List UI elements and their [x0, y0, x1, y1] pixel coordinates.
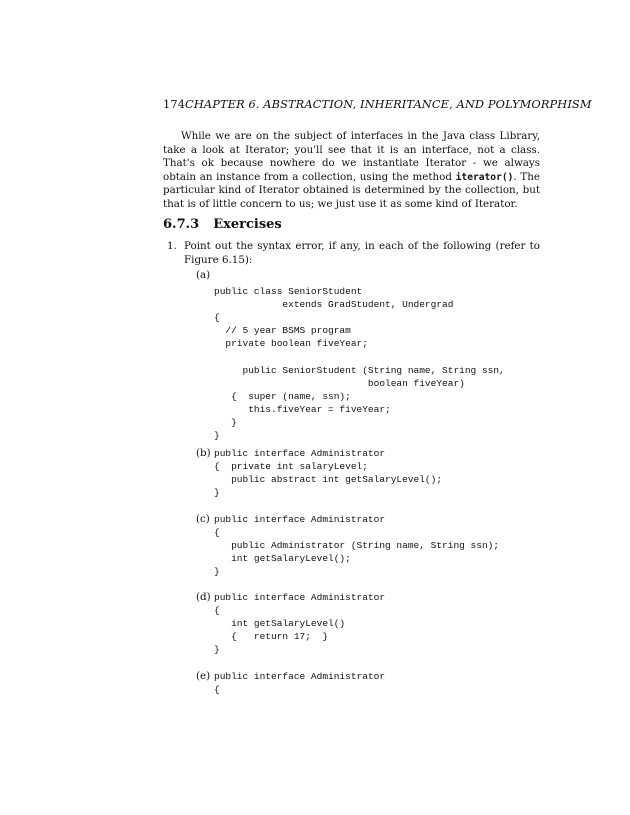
page-number: 174: [163, 97, 186, 111]
part-a-label: (a): [196, 269, 211, 281]
part-e-code: public interface Administrator {: [214, 671, 386, 696]
section-title: Exercises: [213, 217, 282, 232]
part-c-label: (c): [196, 513, 210, 525]
chapter-title: CHAPTER 6. ABSTRACTION, INHERITANCE, AND POLYMORPHISM: [185, 97, 592, 111]
intro-method-code: iterator(): [455, 171, 514, 183]
exercise-item: [163, 240, 540, 267]
part-c-code: public interface Administrator { public Administrator (String name, String ssn); int getSalaryLevel(); }: [214, 514, 500, 578]
part-b-code: public interface Administrator { private int salaryLevel; public abstract int getSalaryLevel(); }: [214, 448, 443, 499]
part-d-label: (d): [196, 591, 211, 603]
part-e-label: (e): [196, 670, 211, 682]
intro-paragraph: [163, 130, 540, 211]
exercise-prompt: Point out the syntax error, if any, in each of the following (refer to Figure 6.15):: [184, 240, 540, 266]
exercise-number: 1.: [167, 240, 177, 252]
intro-text-before: While we are on the subject of interfaces in the Java class Library, take a look at Iterator; you'll see that it is an interface, not a class. That's ok because nowhere do we instantiate Iterator - we always obtain an instance from a collection, using the method: [163, 130, 540, 183]
section-number: 6.7.3: [163, 217, 200, 232]
part-a-code: public class SeniorStudent extends GradStudent, Undergrad { // 5 year BSMS program private boolean fiveYear; public SeniorStudent (String name, String ssn, boolean fiveYear) { super (name, ssn); this.fiveYear = fiveYear; } }: [214, 286, 505, 442]
section-heading: [163, 217, 282, 232]
part-d-code: public interface Administrator { int getSalaryLevel() { return 17; } }: [214, 592, 386, 656]
intro-text-after: . The particular kind of Iterator obtained is determined by the collection, but that is of little concern to us; we just use it as some kind of Iterator.: [163, 170, 541, 210]
page-header: [163, 97, 592, 111]
part-b-label: (b): [196, 447, 211, 459]
